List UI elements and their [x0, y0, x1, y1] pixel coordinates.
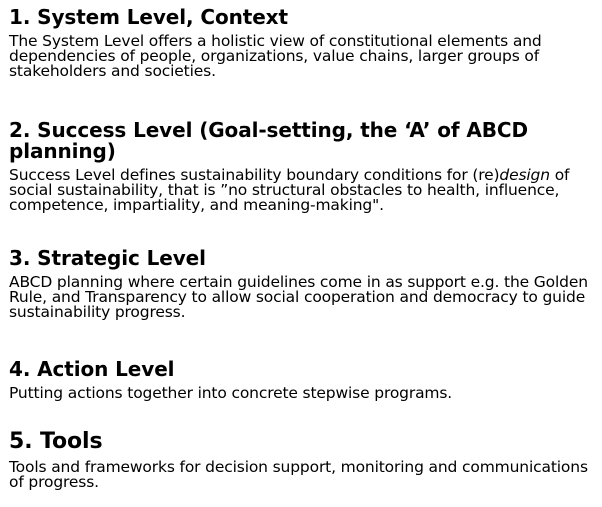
- section-body: ABCD planning where certain guidelines come in as support e.g. the Golden Rule, and Transparency to allow social cooperation and democracy to guide sustainability progress.: [9, 273, 588, 321]
- section-success-level: [9, 120, 596, 212]
- section-strategic-level: [9, 248, 596, 319]
- section-body: [9, 168, 596, 212]
- section-body-suffix: of social sustainability, that is ”no structural obstacles to health, influence, competence, impartiality, and meaning-making".: [9, 166, 570, 214]
- section-system-level: [9, 7, 596, 78]
- section-body-italic: design: [499, 166, 550, 184]
- section-body: Putting actions together into concrete stepwise programs.: [9, 384, 453, 402]
- section-action-level: [9, 359, 596, 401]
- section-heading: 3. Strategic Level: [9, 246, 206, 270]
- section-tools: [9, 430, 596, 490]
- section-heading: 4. Action Level: [9, 357, 175, 381]
- section-body-prefix: Success Level defines sustainability boundary conditions for (re): [9, 166, 500, 184]
- section-heading: 1. System Level, Context: [9, 5, 288, 29]
- section-heading: 2. Success Level (Goal-setting, the ‘A’ of ABCD planning): [9, 118, 528, 163]
- section-body: The System Level offers a holistic view of constitutional elements and dependencies of people, organizations, value chains, larger groups of stakeholders and societies.: [9, 32, 542, 80]
- section-body: Tools and frameworks for decision support, monitoring and communications of progress.: [9, 458, 588, 491]
- section-heading: 5. Tools: [9, 429, 103, 454]
